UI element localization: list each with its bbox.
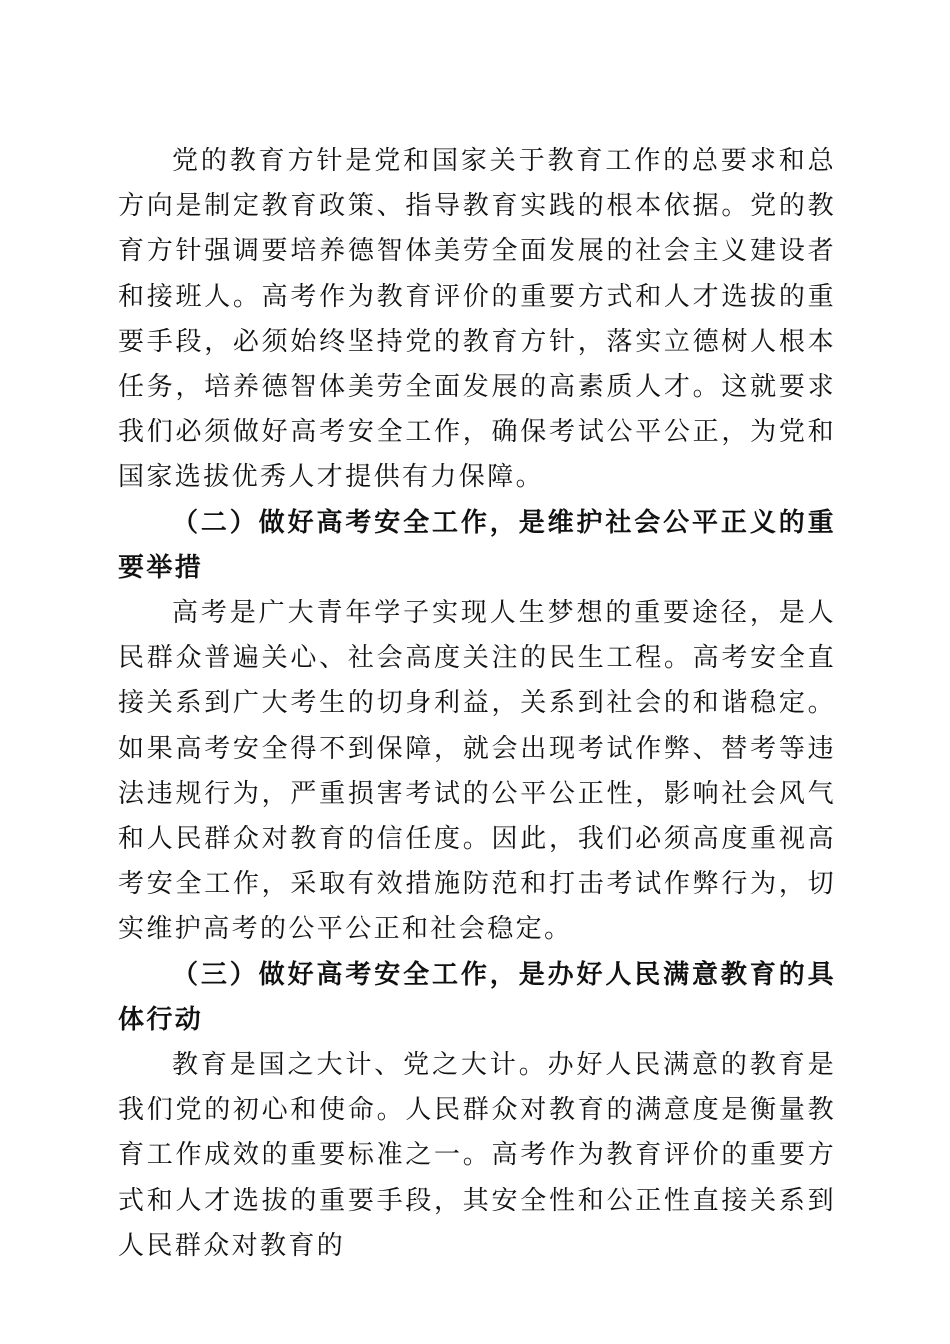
paragraph-education-policy: 党的教育方针是党和国家关于教育工作的总要求和总方向是制定教育政策、指导教育实践的根本依据。党的教育方针强调要培养德智体美劳全面发展的社会主义建设者和接班人。高考作为教育评价的重要方式和人才选拔的重要手段，必须始终坚持党的教育方针，落实立德树人根本任务，培养德智体美劳全面发展的高素质人才。这就要求我们必须做好高考安全工作，确保考试公平公正，为党和国家选拔优秀人才提供有力保障。 — [118, 146, 836, 493]
paragraph-social-fairness: 高考是广大青年学子实现人生梦想的重要途径，是人民群众普遍关心、社会高度关注的民生工程。高考安全直接关系到广大考生的切身利益，关系到社会的和谐稳定。如果高考安全得不到保障，就会出现考试作弊、替考等违法违规行为，严重损害考试的公平公正性，影响社会风气和人民群众对教育的信任度。因此，我们必须高度重视高考安全工作，采取有效措施防范和打击考试作弊行为，切实维护高考的公平公正和社会稳定。 — [118, 598, 836, 945]
paragraph-satisfactory-education: 教育是国之大计、党之大计。办好人民满意的教育是我们党的初心和使命。人民群众对教育的满意度是衡量教育工作成效的重要标准之一。高考作为教育评价的重要方式和人才选拔的重要手段，其安全性和公正性直接关系到人民群众对教育的 — [118, 1050, 836, 1261]
section-heading-3: （三）做好高考安全工作，是办好人民满意教育的具体行动 — [118, 959, 836, 1035]
document-body — [118, 139, 836, 1269]
section-heading-2: （二）做好高考安全工作，是维护社会公平正义的重要举措 — [118, 507, 836, 583]
